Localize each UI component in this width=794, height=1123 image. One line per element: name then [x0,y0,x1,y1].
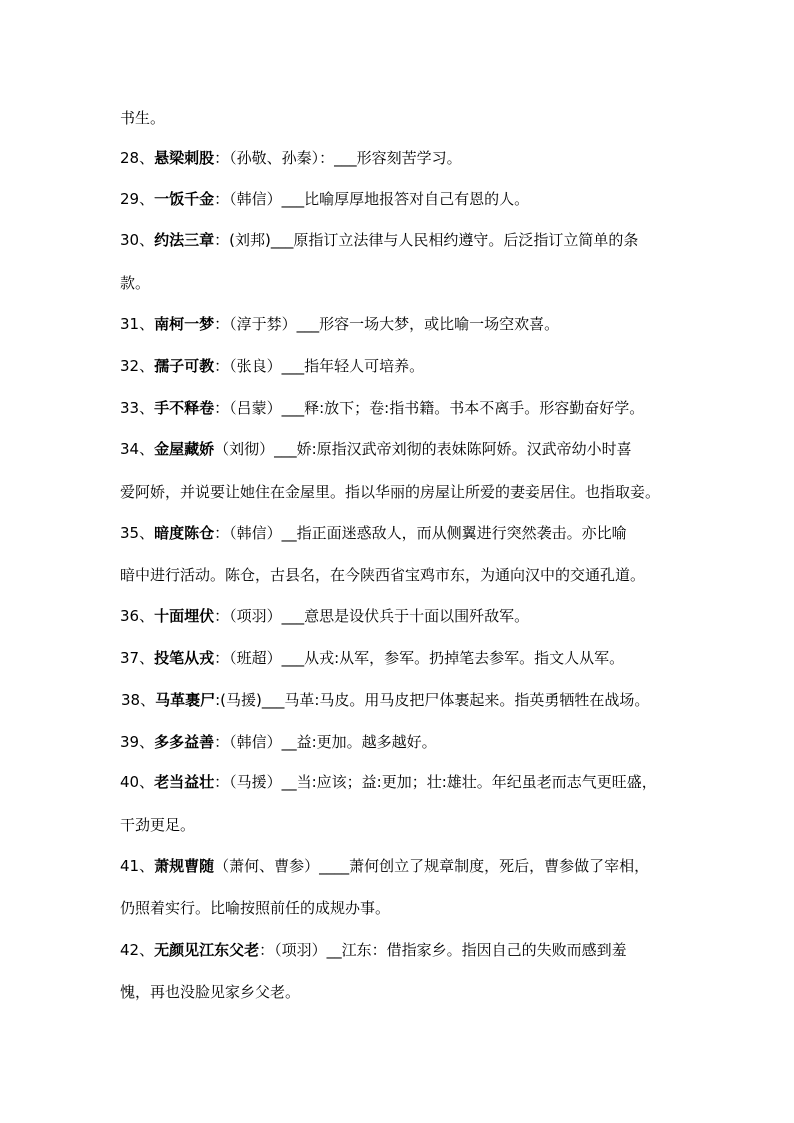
entry-number: 31、 [120,315,155,333]
text-line [120,189,680,209]
entry-text: 款。 [120,274,151,292]
entry-text: 暗中进行活动。陈仓，古县名，在今陕西省宝鸡市东，为通向汉中的交通孔道。 [120,566,646,584]
entry-text: 愧，再也没脸见家乡父老。 [120,983,301,1001]
entry-text: 干劲更足。 [120,816,196,834]
idiom-term: 萧规曹随 [154,857,215,875]
entry-text: ：（班超）___从戎:从军，参军。扔掉笔去参军。指文人从军。 [214,649,625,667]
entry-number: 37、 [120,649,155,667]
idiom-term: 十面埋伏 [154,607,215,625]
text-line [120,273,680,293]
text-line [120,439,680,459]
idiom-term: 孺子可教 [154,357,215,375]
idiom-term: 南柯一梦 [154,315,215,333]
entry-number: 33、 [120,399,155,417]
idiom-term: 一饭千金 [154,190,215,208]
entry-text: 仍照着实行。比喻按照前任的成规办事。 [120,899,391,917]
entry-number: 40、 [120,773,155,791]
entry-text: ：（韩信）__指正面迷惑敌人，而从侧翼进行突然袭击。亦比喻 [214,524,627,542]
text-line [120,856,680,876]
idiom-term: 暗度陈仓 [154,524,215,542]
entry-text: ：（韩信）__益:更加。越多越好。 [214,733,437,751]
text-line [120,940,680,960]
text-line [120,565,680,585]
text-line [121,690,681,710]
text-line [120,732,680,752]
text-line [120,982,680,1002]
idiom-term: 约法三章 [154,231,215,249]
text-line [120,356,680,376]
entry-text: ：（孙敬、孙秦）：___形容刻苦学习。 [214,149,462,167]
idiom-term: 马革裹尸 [155,691,216,709]
entry-text: ：（项羽）___意思是设伏兵于十面以围歼敌军。 [214,607,530,625]
text-line [120,398,680,418]
entry-text: ：(刘邦)___原指订立法律与人民相约遵守。后泛指订立简单的条 [214,231,639,249]
text-line [120,772,680,792]
entry-text: ：（淳于棼）___形容一场大梦，或比喻一场空欢喜。 [214,315,560,333]
entry-text: （萧何、曹参）____萧何创立了规章制度，死后，曹参做了宰相， [214,857,650,875]
text-line [120,815,680,835]
entry-number: 38、 [121,691,156,709]
entry-text: :(马援)___马革:马皮。用马皮把尸体裹起来。指英勇牺牲在战场。 [215,691,650,709]
entry-text: ：（马援）__当:应该；益:更加；壮:雄壮。年纪虽老而志气更旺盛， [214,773,657,791]
entry-number: 29、 [120,190,155,208]
entry-number: 42、 [120,941,155,959]
entry-text: （刘彻）___娇:原指汉武帝刘彻的表妹陈阿娇。汉武帝幼小时喜 [214,440,632,458]
text-line [120,314,680,334]
entry-number: 32、 [120,357,155,375]
entry-text: ：（吕蒙）___释:放下；卷:指书籍。书本不离手。形容勤奋好学。 [214,399,645,417]
entry-text: ：（张良）___指年轻人可培养。 [214,357,425,375]
entry-number: 41、 [120,857,155,875]
entry-text: ：（项羽）__江东：借指家乡。指因自己的失败而感到羞 [259,941,627,959]
text-line [120,523,680,543]
text-line [120,148,680,168]
idiom-term: 手不释卷 [154,399,215,417]
entry-text: ：（韩信）___比喻厚厚地报答对自己有恩的人。 [214,190,530,208]
entry-number: 34、 [120,440,155,458]
idiom-term: 悬梁刺股 [154,149,215,167]
idiom-term: 老当益壮 [154,773,215,791]
idiom-term: 多多益善 [154,733,215,751]
text-line [120,648,680,668]
entry-number: 35、 [120,524,155,542]
entry-number: 28、 [120,149,155,167]
entry-text: 爱阿娇，并说要让她住在金屋里。指以华丽的房屋让所爱的妻妾居住。也指取妾。 [120,483,661,501]
text-line [120,606,680,626]
entry-number: 36、 [120,607,155,625]
entry-text: 书生。 [120,109,166,127]
text-line [120,108,680,128]
entry-number: 39、 [120,733,155,751]
entry-number: 30、 [120,231,155,249]
idiom-term: 投笔从戎 [154,649,215,667]
text-line [120,898,680,918]
idiom-term: 金屋藏娇 [154,440,215,458]
idiom-term: 无颜见江东父老 [154,941,260,959]
text-line [120,482,680,502]
text-line [120,230,680,250]
